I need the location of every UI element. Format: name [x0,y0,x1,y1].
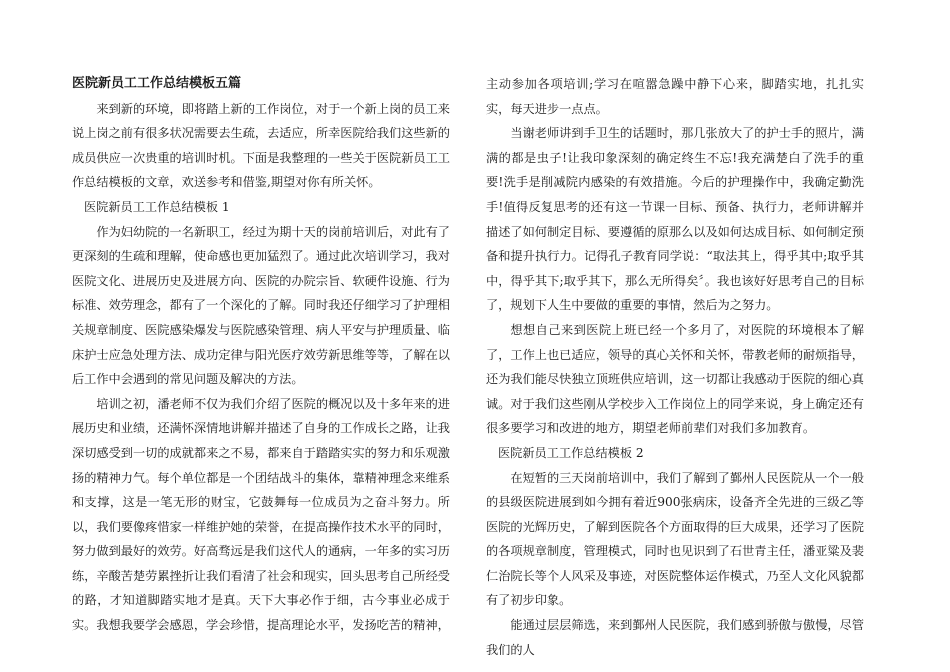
paragraph: 培训之初，潘老师不仅为我们介绍了医院的概况以及十多年来的进展历史和业绩，还满怀深情地讲解并描述了自身的工作成长之路，让我深切感受到一切的成就都来之不易，都来自于踏踏实实的努力和乐观激扬的精神力气。每个单位都是一个团结战斗的集体，靠精神理念来维系和支撑，这是一笔无形的财宝，它鼓舞每一位成员为之奋斗努力。所以，我们要像疼惜家一样维护她的荣誉，在提高操作技术水平的同时，努力做到最好的效劳。好高骛远是我们这代人的通病，一年多的实习历练，辛酸苦楚劳累挫折让我们看清了社会和现实，回头思考自己所经受的路，才知道脚踏实地才是真。天下大事必作于细，古今事业必成于实。我想我要学会感恩，学会珍惜，提高理论水平，发扬吃苦的精神， [72,396,450,633]
left-column [72,72,450,638]
paragraph: 在短暂的三天岗前培训中，我们了解到了鄞州人民医院从一个一般的县级医院进展到如今拥有着近900张病床，设备齐全先进的三级乙等医院的光辉历史，了解到医院各个方面取得的巨大成果，还学习了医院的各项规章制度，管理模式，同时也见识到了石世青主任，潘亚粱及裴仁治院长等个人风采及事迹，对医院整体运作模式，乃至人文化风貌都有了初步印象。 [486,470,864,608]
paragraph-continuation: 主动参加各项培训;学习在喧嚣急躁中静下心来，脚踏实地，扎扎实实，每天进步一点点。 [486,77,864,116]
paragraph: 当谢老师讲到手卫生的话题时，那几张放大了的护士手的照片，满满的都是虫子!让我印象深刻的确定终生不忘!我充满楚白了洗手的重要!洗手是削减院内感染的有效措施。今后的护理操作中，我确定勤洗手!值得反复思考的还有这一节课一目标、预备、执行力，老师讲解并描述了如何制定目标、要遵循的原那么以及如何达成目标、如何制定预备和提升执行力。记得孔子教育同学说：“取法其上，得乎其中;取乎其中，得乎其下;取乎其下，那么无所得矣〞。我也该好好思考自己的目标了，规划下人生中要做的重要的事情，然后为之努力。 [486,126,864,313]
paragraph: 能通过层层筛选，来到鄞州人民医院，我们感到骄傲与傲慢，尽管我们的人 [486,618,864,657]
intro-paragraph: 来到新的环境，即将踏上新的工作岗位，对于一个新上岗的员工来说上岗之前有很多状况需要去生疏，去适应，所幸医院给我们这些新的成员供应一次贵重的培训时机。下面是我整理的一些关于医院新员工工作总结模板的文章，欢送参考和借鉴,期望对你有所关怀。 [72,101,450,190]
paragraph: 想想自己来到医院上班已经一个多月了，对医院的环境根本了解了，工作上也已适应，领导的真心关怀和关怀，带教老师的耐烦指导，还为我们能尽快独立顶班供应培训，这一切都让我感动于医院的细心真诚。对于我们这些刚从学校步入工作岗位上的同学来说，身上确定还有很多要学习和改进的地方，期望老师前辈们对我们多加教育。 [486,322,864,436]
right-column [486,72,864,662]
document-title: 医院新员工工作总结模板五篇 [72,76,242,91]
section-heading-2: 医院新员工工作总结模板 2 [498,445,644,460]
section-heading-1: 医院新员工工作总结模板 1 [84,199,230,214]
paragraph: 作为妇幼院的一名新职工，经过为期十天的岗前培训后，对此有了更深刻的生疏和理解，使命感也更加猛烈了。通过此次培训学习，我对医院文化、进展历史及进展方向、医院的办院宗旨、软硬件设施、行为标准、效劳理念，都有了一个深化的了解。同时我还仔细学习了护理相关规章制度、医院感染爆发与医院感染管理、病人平安与护理质量、临床护士应急处理方法、成功定律与阳光医疗效劳新思维等等，了解在以后工作中会遇到的常见问题及解决的方法。 [72,224,450,387]
